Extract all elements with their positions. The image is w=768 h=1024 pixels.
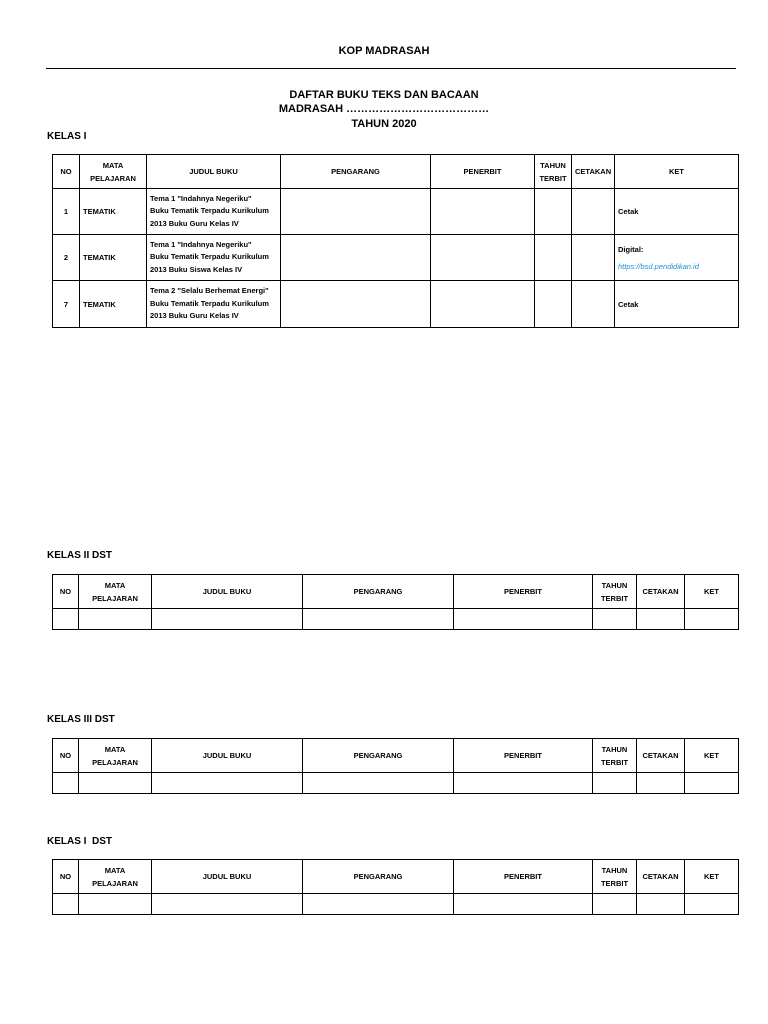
col-header-judul-buku: JUDUL BUKU <box>152 739 303 773</box>
col-header-pengarang: PENGARANG <box>281 155 431 189</box>
row-cetakan <box>572 235 615 281</box>
book-table-kelas-3 <box>52 738 739 794</box>
empty-cell <box>152 894 303 915</box>
empty-cell <box>53 894 79 915</box>
col-header-judul-buku: JUDUL BUKU <box>152 575 303 609</box>
section-label-kelas-1: KELAS I <box>47 131 87 142</box>
table-header-row <box>53 739 739 773</box>
table-row <box>53 189 739 235</box>
empty-cell <box>454 773 593 794</box>
row-tahun-terbit <box>535 281 572 328</box>
col-header-pengarang: PENGARANG <box>303 860 454 894</box>
col-header-no: NO <box>53 575 79 609</box>
col-header-cetakan: CETAKAN <box>572 155 615 189</box>
section-label-kelas-2: KELAS II DST <box>47 550 113 561</box>
empty-cell <box>303 894 454 915</box>
empty-cell <box>303 773 454 794</box>
row-no: 1 <box>53 189 80 235</box>
row-no: 7 <box>53 281 80 328</box>
row-no: 2 <box>53 235 80 281</box>
header-divider <box>46 68 736 69</box>
col-header-penerbit: PENERBIT <box>454 739 593 773</box>
empty-cell <box>79 773 152 794</box>
col-header-penerbit: PENERBIT <box>454 575 593 609</box>
empty-cell <box>593 894 637 915</box>
col-header-cetakan: CETAKAN <box>637 739 685 773</box>
section-label-kelas-4: KELAS I DST <box>47 836 113 847</box>
book-table-kelas-1 <box>52 154 739 328</box>
row-judul-buku: Tema 1 "Indahnya Negeriku" Buku Tematik Terpadu Kurikulum 2013 Buku Siswa Kelas IV <box>147 235 281 281</box>
col-header-cetakan: CETAKAN <box>637 575 685 609</box>
row-pengarang <box>281 235 431 281</box>
col-header-ket: KET <box>685 739 739 773</box>
row-pengarang <box>281 189 431 235</box>
row-mata-pelajaran: TEMATIK <box>80 189 147 235</box>
empty-cell <box>152 609 303 630</box>
col-header-pengarang: PENGARANG <box>303 575 454 609</box>
empty-cell <box>79 894 152 915</box>
empty-cell <box>53 773 79 794</box>
row-penerbit <box>431 281 535 328</box>
empty-cell <box>303 609 454 630</box>
empty-cell <box>637 609 685 630</box>
col-header-ket: KET <box>685 860 739 894</box>
col-header-mata-pelajaran: MATA PELAJARAN <box>80 155 147 189</box>
col-header-no: NO <box>53 860 79 894</box>
col-header-mata-pelajaran: MATA PELAJARAN <box>79 739 152 773</box>
row-mata-pelajaran: TEMATIK <box>80 235 147 281</box>
col-header-penerbit: PENERBIT <box>431 155 535 189</box>
section-label-kelas-3: KELAS III DST <box>47 714 115 725</box>
row-ket: Cetak <box>615 281 739 328</box>
col-header-penerbit: PENERBIT <box>454 860 593 894</box>
row-tahun-terbit <box>535 235 572 281</box>
row-mata-pelajaran: TEMATIK <box>80 281 147 328</box>
empty-cell <box>685 609 739 630</box>
table-header-row <box>53 575 739 609</box>
row-judul-buku: Tema 1 "Indahnya Negeriku" Buku Tematik Terpadu Kurikulum 2013 Buku Guru Kelas IV <box>147 189 281 235</box>
row-penerbit <box>431 235 535 281</box>
col-header-cetakan: CETAKAN <box>637 860 685 894</box>
kop-madrasah: KOP MADRASAH <box>338 45 430 57</box>
table-row <box>53 235 739 281</box>
table-row <box>53 773 739 794</box>
col-header-judul-buku: JUDUL BUKU <box>152 860 303 894</box>
row-tahun-terbit <box>535 189 572 235</box>
row-cetakan <box>572 281 615 328</box>
empty-cell <box>79 609 152 630</box>
empty-cell <box>454 894 593 915</box>
col-header-judul-buku: JUDUL BUKU <box>147 155 281 189</box>
col-header-mata-pelajaran: MATA PELAJARAN <box>79 860 152 894</box>
col-header-tahun-terbit: TAHUN TERBIT <box>535 155 572 189</box>
table-row <box>53 894 739 915</box>
book-table-kelas-4 <box>52 859 739 915</box>
empty-cell <box>637 773 685 794</box>
ket-label: Digital: <box>618 244 644 254</box>
madrasah-name-line: MADRASAH ………………………………… <box>278 103 490 115</box>
empty-cell <box>53 609 79 630</box>
row-cetakan <box>572 189 615 235</box>
digital-link[interactable]: https://bsd.pendidikan.id <box>618 261 699 271</box>
table-row <box>53 609 739 630</box>
col-header-pengarang: PENGARANG <box>303 739 454 773</box>
col-header-tahun-terbit: TAHUN TERBIT <box>593 575 637 609</box>
col-header-tahun-terbit: TAHUN TERBIT <box>593 860 637 894</box>
table-header-row <box>53 860 739 894</box>
empty-cell <box>685 894 739 915</box>
empty-cell <box>685 773 739 794</box>
row-ket: Cetak <box>615 189 739 235</box>
table-header-row <box>53 155 739 189</box>
col-header-no: NO <box>53 739 79 773</box>
col-header-no: NO <box>53 155 80 189</box>
year-line: TAHUN 2020 <box>351 118 417 130</box>
empty-cell <box>637 894 685 915</box>
empty-cell <box>593 773 637 794</box>
empty-cell <box>454 609 593 630</box>
book-table-kelas-2 <box>52 574 739 630</box>
row-pengarang <box>281 281 431 328</box>
col-header-ket: KET <box>685 575 739 609</box>
table-row <box>53 281 739 328</box>
row-ket <box>615 235 739 281</box>
document-title: DAFTAR BUKU TEKS DAN BACAAN <box>289 89 479 101</box>
empty-cell <box>593 609 637 630</box>
col-header-tahun-terbit: TAHUN TERBIT <box>593 739 637 773</box>
col-header-mata-pelajaran: MATA PELAJARAN <box>79 575 152 609</box>
col-header-ket: KET <box>615 155 739 189</box>
row-judul-buku: Tema 2 "Selalu Berhemat Energi" Buku Tematik Terpadu Kurikulum 2013 Buku Guru Kelas IV <box>147 281 281 328</box>
empty-cell <box>152 773 303 794</box>
row-penerbit <box>431 189 535 235</box>
